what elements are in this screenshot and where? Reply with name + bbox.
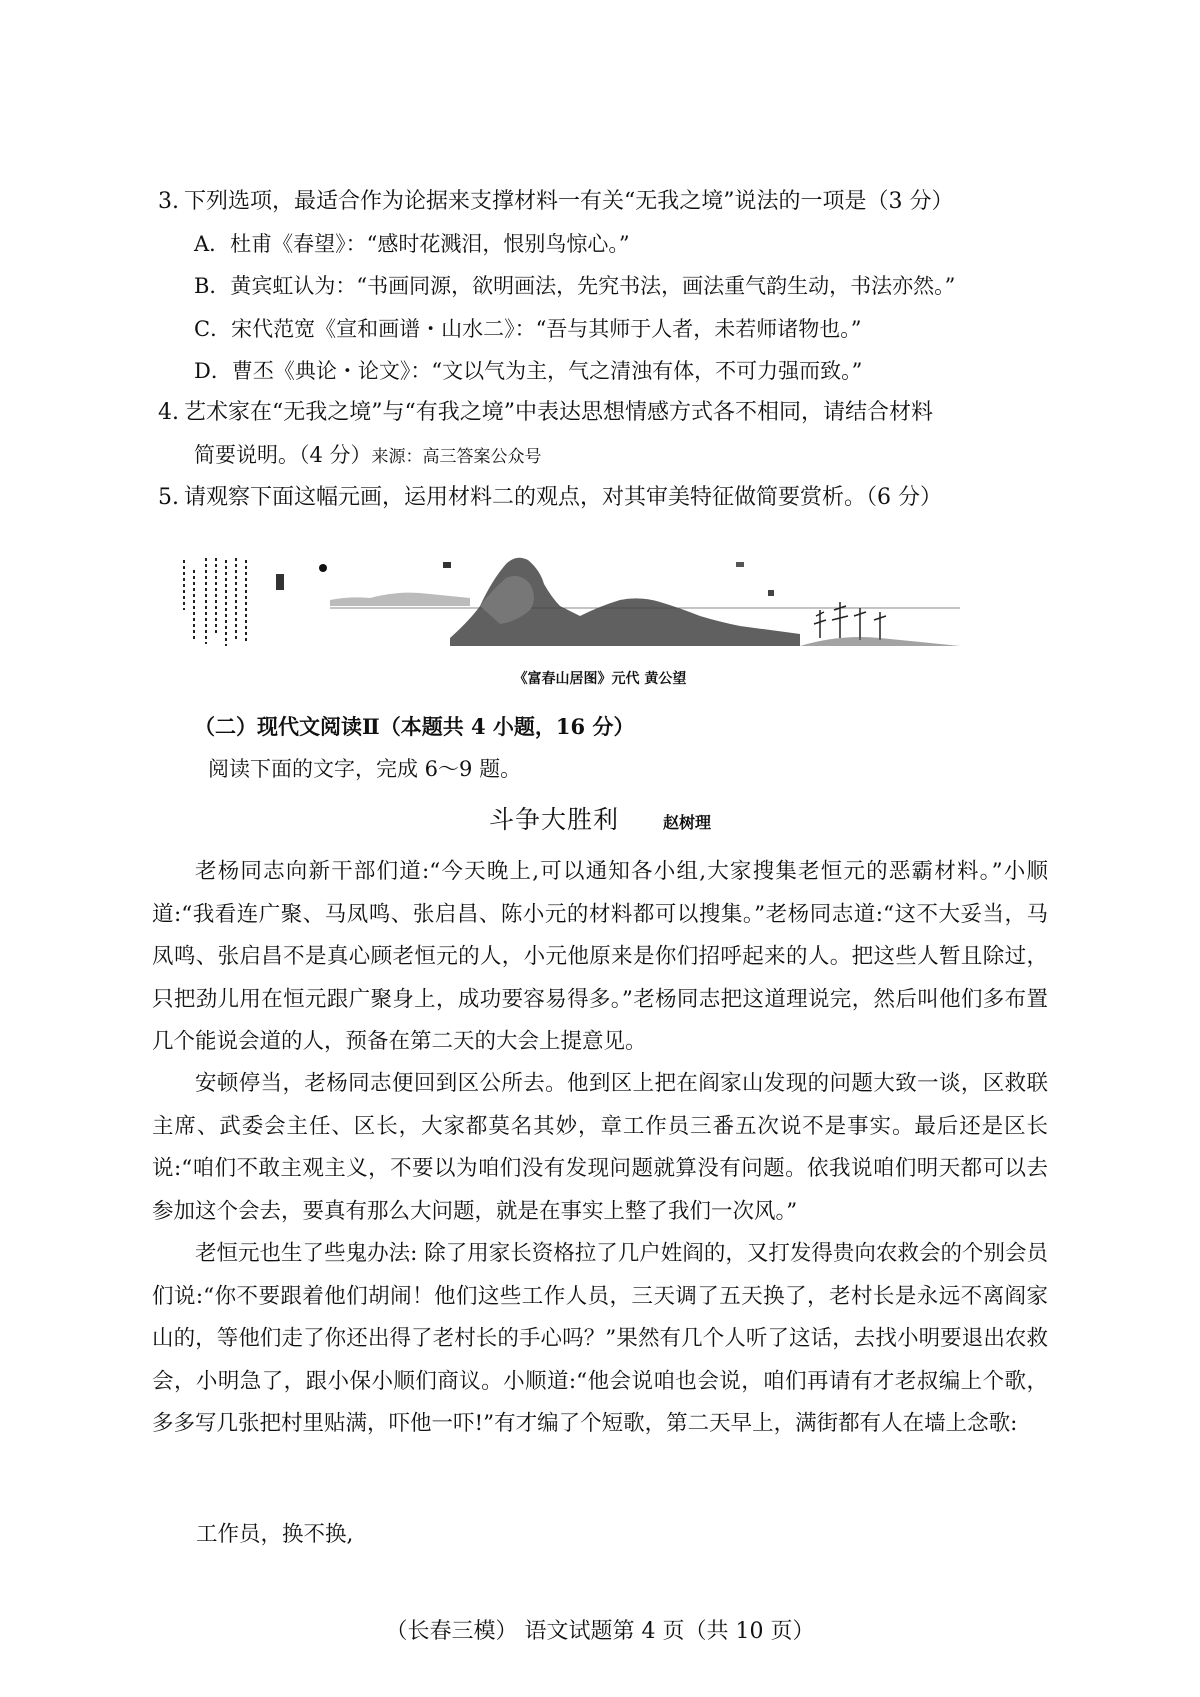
riverbank [800,637,960,646]
question-3-option-d: D．曹丕《典论・论文》：“文以气为主，气之清浊有体，不可力强而致。” [194,359,863,383]
section-instruction: 阅读下面的文字，完成 6～9 题。 [208,757,522,781]
painting-caption: 《富春山居图》元代 黄公望 [513,671,687,687]
question-4-number: 4. [158,400,179,425]
question-3-option-b: B．黄宾虹认为：“书画同源，欲明画法，先究书法，画法重气韵生动，书法亦然。” [194,274,956,298]
question-5-number: 5. [158,485,179,510]
question-3-option-c: C．宋代范宽《宣和画谱・山水二》：“吾与其师于人者，未若师诸物也。” [194,317,862,341]
question-4-text: 艺术家在“无我之境”与“有我之境”中表达思想情感方式各不相同，请结合材料 [184,400,933,425]
calligraphy-inscription [184,558,246,646]
page-footer: （长春三模） 语文试题第 4 页（共 10 页） [385,1619,815,1644]
story-title-row [0,800,1200,836]
landscape-scroll-icon [180,550,1020,656]
poem-line: 工作员，换不换, [196,1522,354,1547]
distant-hills [330,593,470,606]
question-4 [158,398,933,428]
story-paragraph-1: 老杨同志向新干部们道:“今天晚上,可以通知各小组,大家搜集老恒元的恶霸材料。”小顺道:“我看连广聚、马凤鸣、张启昌、陈小元的材料都可以搜集。”老杨同志道:“这不大妥当，马凤鸣、张启昌不是真心顾老恒元的人，小元他原来是你们招呼起来的人。把这些人暂且除过，只把劲儿用在恒元跟广聚身上，成功要容易得多。”老杨同志把这道理说完，然后叫他们多布置几个能说会道的人，预备在第二天的大会上提意见。 [152,859,1048,1054]
question-3 [158,187,954,217]
question-3-option-a: A．杜甫《春望》：“感时花溅泪，恨别鸟惊心。” [194,232,630,256]
story-paragraph-2: 安顿停当，老杨同志便回到区公所去。他到区上把在阎家山发现的问题大致一谈，区救联主席、武委会主任、区长，大家都莫名其妙，章工作员三番五次说不是事实。最后还是区长说:“咱们不敢主观主义，不要以为咱们没有发现问题就算没有问题。依我说咱们明天都可以去参加这个会去，要真有那么大问题，就是在事实上整了我们一次风。” [152,1071,1048,1224]
story-author: 赵树理 [663,813,712,832]
question-5-text: 请观察下面这幅元画，运用材料二的观点，对其审美特征做简要赏析。（6 分） [184,485,942,510]
question-3-text: 下列选项，最适合作为论据来支撑材料一有关“无我之境”说法的一项是（3 分） [184,189,954,214]
question-5 [158,483,942,513]
question-4-points: 简要说明。（4 分） [194,443,372,467]
story-paragraph-3: 老恒元也生了些鬼办法: 除了用家长资格拉了几户姓阎的，又打发得贵向农救会的个别会员们说:“你不要跟着他们胡闹！他们这些工作人员，三天调了五天换了，老村长是永远不离阎家山的，等他们走了你还出得了老村长的手心吗？”果然有几个人听了这话，去找小明要退出农救会，小明急了，跟小保小顺们商议。小顺道:“他会说咱也会说，咱们再请有才老叔编上个歌，多多写几张把村里贴满，吓他一吓!”有才编了个短歌，第二天早上，满街都有人在墙上念歌: [152,1241,1048,1436]
story-title: 斗争大胜利 [488,805,619,834]
question-3-number: 3. [158,189,179,214]
question-4-continuation [194,440,542,472]
source-note: 来源：高三答案公众号 [371,447,542,467]
section-heading: （二）现代文阅读Ⅱ（本题共 4 小题，16 分） [194,714,635,739]
